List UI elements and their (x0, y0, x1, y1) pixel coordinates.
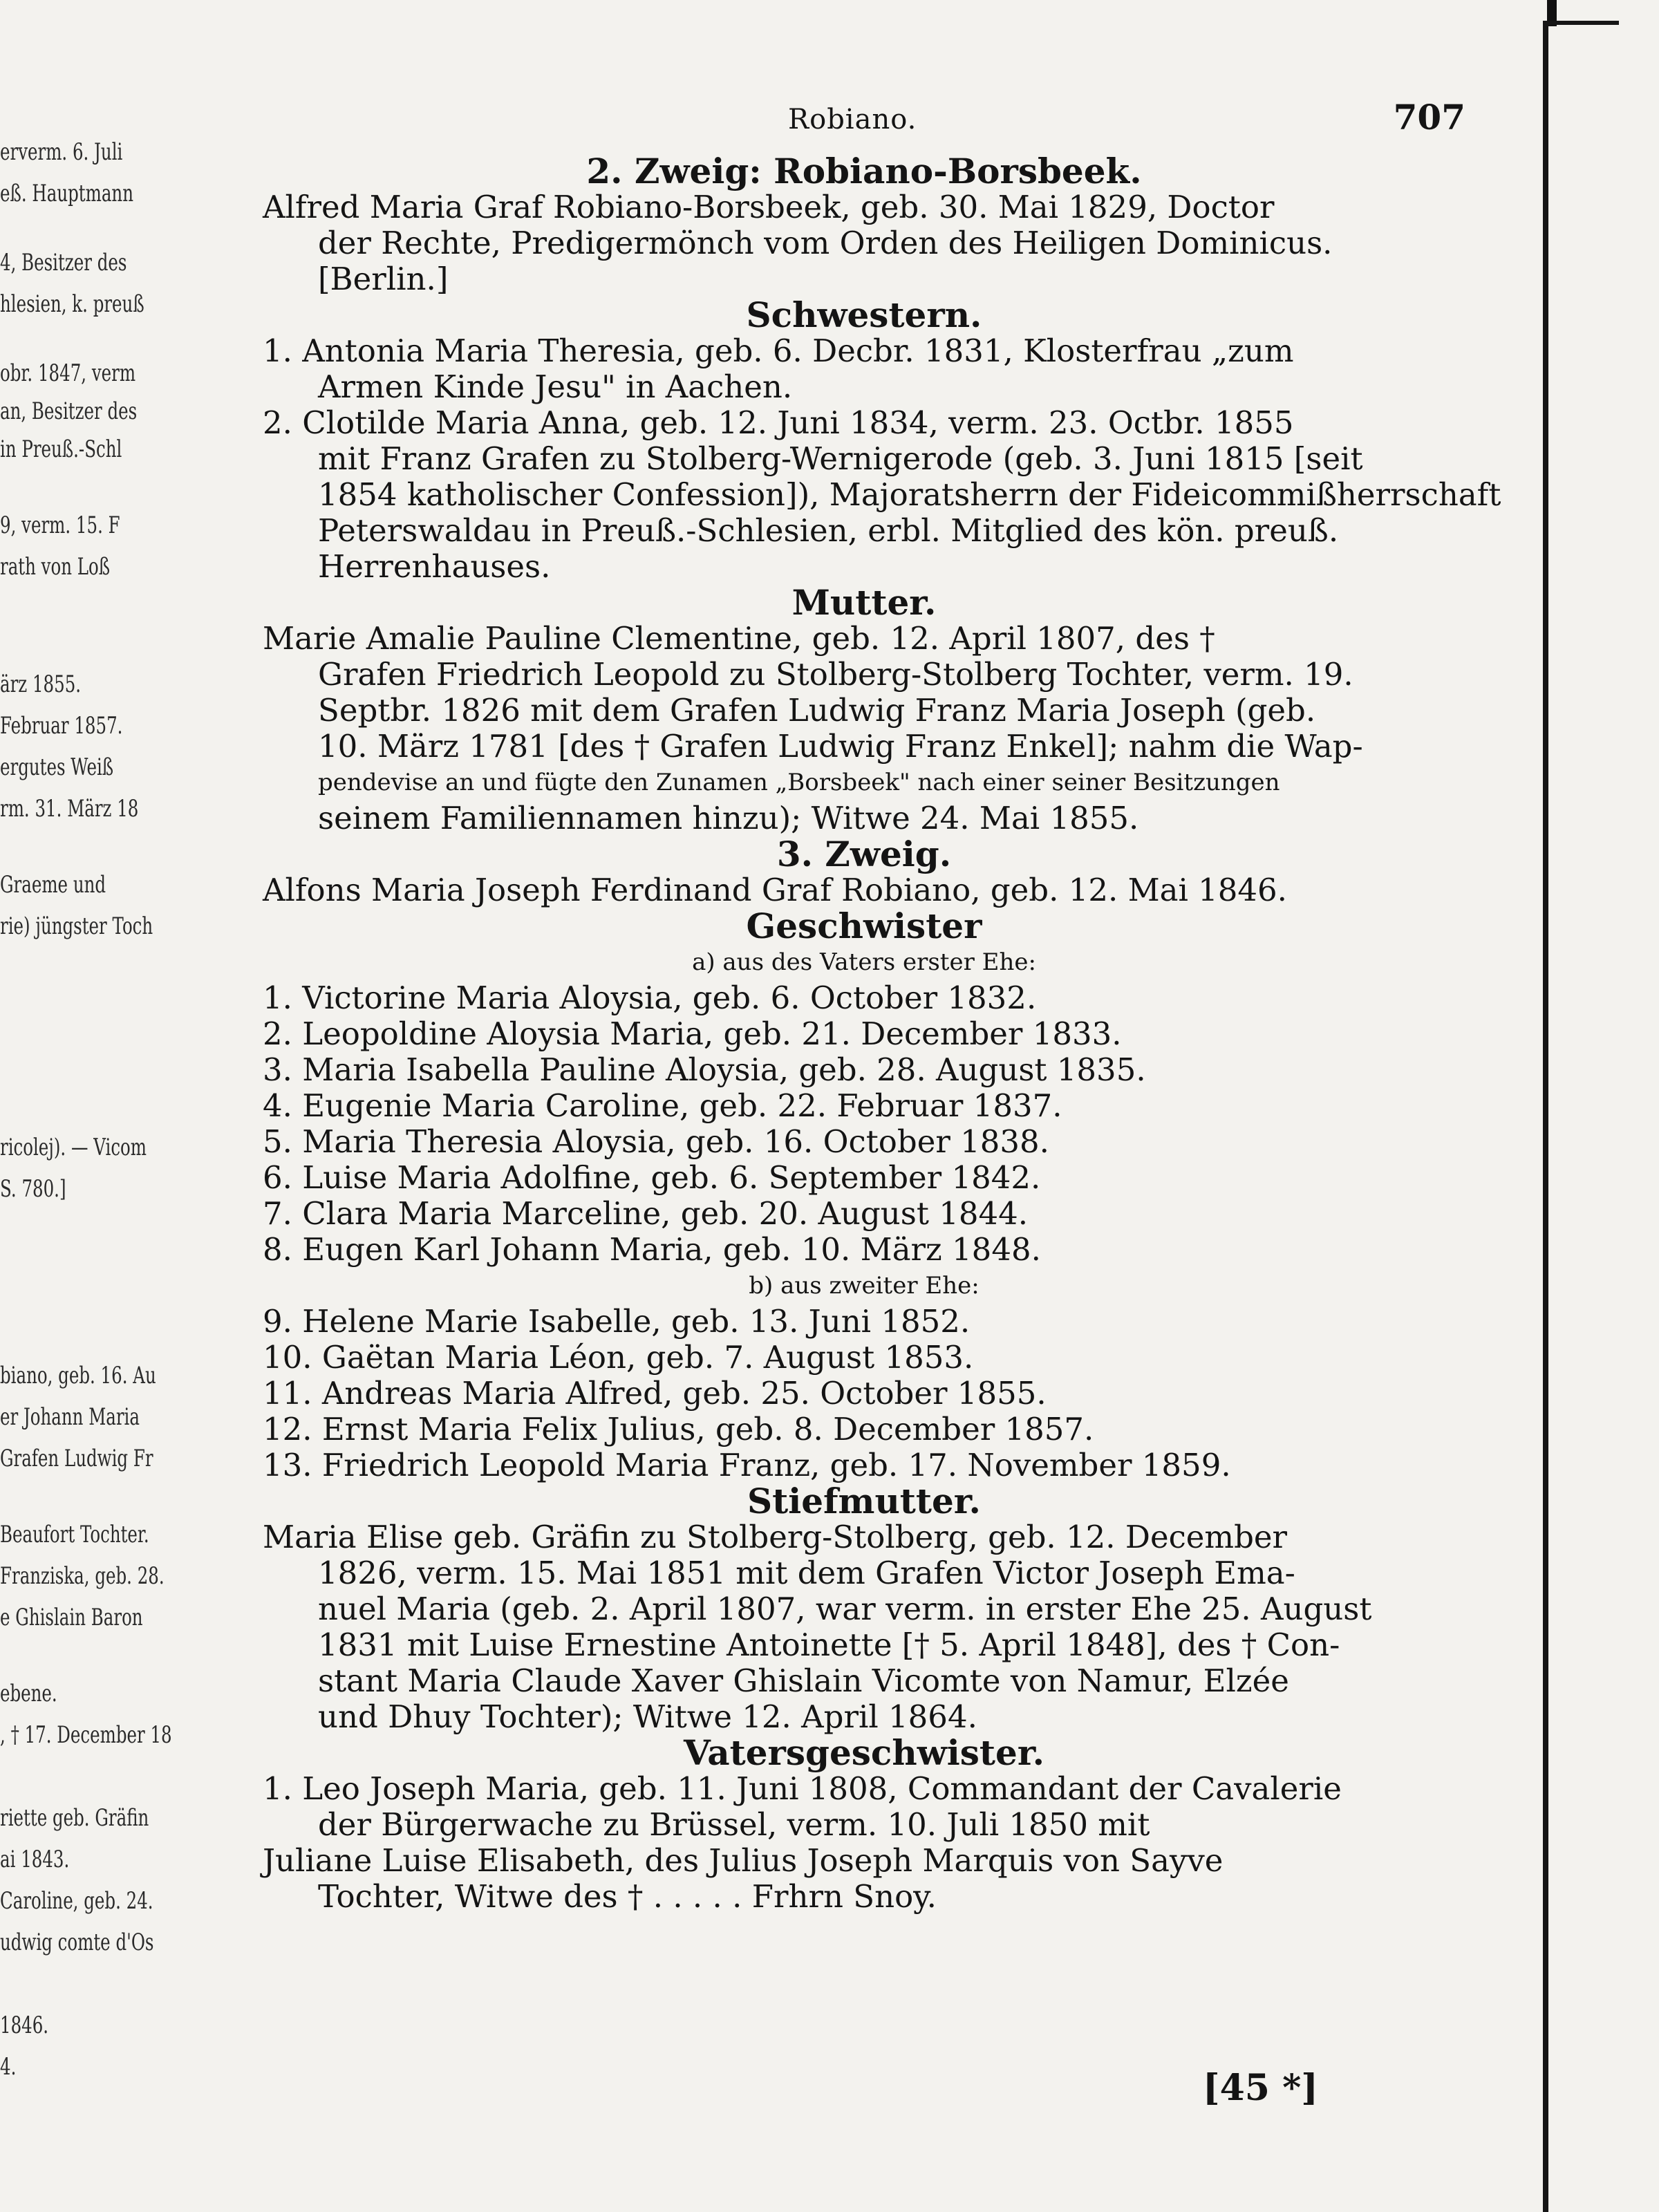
page-body (263, 151, 1501, 1915)
text-line: 4. Eugenie Maria Caroline, geb. 22. Februar 1837. (263, 1087, 1062, 1124)
text-line: a) aus des Vaters erster Ehe: (692, 948, 1036, 976)
text-line: Septbr. 1826 mit dem Grafen Ludwig Franz Maria Joseph (geb. (318, 692, 1316, 729)
gutter-fragment: rm. 31. März 18 (0, 795, 139, 823)
text-line: Marie Amalie Pauline Clementine, geb. 12. April 1807, des † (263, 620, 1215, 657)
gutter-fragment: biano, geb. 16. Au (0, 1362, 156, 1389)
text-line: 7. Clara Maria Marceline, geb. 20. August 1844. (263, 1195, 1029, 1232)
page-number: 707 (1393, 97, 1465, 138)
text-line: 1826, verm. 15. Mai 1851 mit dem Grafen Victor Joseph Ema- (318, 1555, 1295, 1591)
text-line: der Rechte, Predigermönch vom Orden des Heiligen Dominicus. (318, 225, 1333, 261)
gutter-fragment: Franziska, geb. 28. (0, 1562, 165, 1590)
text-line: Herrenhauses. (318, 548, 551, 585)
text-line: 3. Maria Isabella Pauline Aloysia, geb. 28. August 1835. (263, 1051, 1146, 1088)
gutter-fragment: 4, Besitzer des (0, 249, 127, 276)
text-line: [Berlin.] (318, 261, 449, 297)
text-line: b) aus zweiter Ehe: (749, 1272, 980, 1300)
text-line: Armen Kinde Jesu" in Aachen. (318, 368, 793, 405)
text-line: mit Franz Grafen zu Stolberg-Wernigerode (geb. 3. Juni 1815 [seit (318, 440, 1363, 477)
text-line: 11. Andreas Maria Alfred, geb. 25. October 1855. (263, 1375, 1047, 1412)
gutter-fragment: , † 17. December 18 (0, 1721, 172, 1749)
text-line: 2. Leopoldine Aloysia Maria, geb. 21. December 1833. (263, 1015, 1122, 1052)
text-line: Juliane Luise Elisabeth, des Julius Joseph Marquis von Sayve (263, 1842, 1224, 1879)
gutter-fragment: Graeme und (0, 871, 106, 899)
text-line: 1. Leo Joseph Maria, geb. 11. Juni 1808, Commandant der Cavalerie (263, 1770, 1342, 1807)
text-line: 12. Ernst Maria Felix Julius, geb. 8. December 1857. (263, 1411, 1094, 1447)
gutter-fragment: in Preuß.-Schl (0, 435, 122, 463)
gutter-fragment: e Ghislain Baron (0, 1604, 143, 1631)
gutter-fragment: rath von Loß (0, 553, 111, 581)
page-edge-corner (1543, 21, 1619, 25)
text-line: 2. Clotilde Maria Anna, geb. 12. Juni 1834, verm. 23. Octbr. 1855 (263, 404, 1294, 441)
text-line: 1831 mit Luise Ernestine Antoinette [† 5. April 1848], des † Con- (318, 1627, 1340, 1663)
signature-mark: [45 *] (1203, 2067, 1318, 2109)
page-header (263, 97, 1465, 152)
text-line: Alfred Maria Graf Robiano-Borsbeek, geb. 30. Mai 1829, Doctor (263, 189, 1275, 225)
gutter-fragment: ai 1843. (0, 1846, 70, 1873)
text-line: 10. März 1781 [des † Grafen Ludwig Franz Enkel]; nahm die Wap- (318, 728, 1363, 765)
section-heading: Vatersgeschwister. (684, 1732, 1044, 1773)
text-line: Peterswaldau in Preuß.-Schlesien, erbl. Mitglied des kön. preuß. (318, 512, 1339, 549)
text-line: und Dhuy Tochter); Witwe 12. April 1864. (318, 1698, 977, 1735)
section-heading: Stiefmutter. (747, 1481, 981, 1521)
text-line: 8. Eugen Karl Johann Maria, geb. 10. März 1848. (263, 1231, 1041, 1268)
text-line: 5. Maria Theresia Aloysia, geb. 16. October 1838. (263, 1123, 1049, 1160)
section-heading: 3. Zweig. (776, 834, 952, 874)
gutter-fragment: Februar 1857. (0, 712, 123, 740)
gutter-fragment: udwig comte d'Os (0, 1929, 154, 1956)
gutter-fragment: an, Besitzer des (0, 397, 138, 425)
text-line: 1. Victorine Maria Aloysia, geb. 6. October 1832. (263, 980, 1037, 1016)
facing-page-gutter (0, 124, 207, 2081)
section-heading: 2. Zweig: Robiano-Borsbeek. (586, 151, 1142, 191)
gutter-fragment: erverm. 6. Juli (0, 138, 123, 166)
text-line: Tochter, Witwe des † . . . . . Frhrn Snoy. (318, 1878, 937, 1915)
text-line: 10. Gaëtan Maria Léon, geb. 7. August 1853. (263, 1339, 974, 1376)
gutter-fragment: 1846. (0, 2012, 49, 2039)
text-line: Alfons Maria Joseph Ferdinand Graf Robiano, geb. 12. Mai 1846. (263, 872, 1287, 908)
text-line: 6. Luise Maria Adolfine, geb. 6. September 1842. (263, 1159, 1041, 1196)
text-line: stant Maria Claude Xaver Ghislain Vicomte von Namur, Elzée (318, 1662, 1289, 1699)
gutter-fragment: ebene. (0, 1680, 57, 1707)
running-head: Robiano. (788, 104, 917, 135)
gutter-fragment: Caroline, geb. 24. (0, 1887, 153, 1915)
gutter-fragment: rie) jüngster Toch (0, 912, 153, 940)
gutter-fragment: Beaufort Tochter. (0, 1521, 149, 1548)
gutter-fragment: ärz 1855. (0, 671, 82, 698)
gutter-fragment: riette geb. Gräfin (0, 1804, 149, 1832)
section-heading: Geschwister (746, 906, 982, 946)
text-line: nuel Maria (geb. 2. April 1807, war verm. in erster Ehe 25. August (318, 1591, 1372, 1627)
text-line: seinem Familiennamen hinzu); Witwe 24. Mai 1855. (318, 800, 1139, 836)
gutter-fragment: Grafen Ludwig Fr (0, 1445, 153, 1472)
text-line: Grafen Friedrich Leopold zu Stolberg-Stolberg Tochter, verm. 19. (318, 656, 1353, 693)
gutter-fragment: eß. Hauptmann (0, 180, 133, 207)
text-line: pendevise an und fügte den Zunamen „Borsbeek" nach einer seiner Besitzungen (318, 769, 1280, 796)
text-line: der Bürgerwache zu Brüssel, verm. 10. Juli 1850 mit (318, 1806, 1150, 1843)
gutter-fragment: ergutes Weiß (0, 753, 114, 781)
gutter-fragment: hlesien, k. preuß (0, 290, 144, 318)
text-line: 9. Helene Marie Isabelle, geb. 13. Juni 1852. (263, 1303, 971, 1340)
text-line: 1854 katholischer Confession]), Majoratsherrn der Fideicommißherrschaft (318, 476, 1501, 513)
gutter-fragment: ricolej). — Vicom (0, 1134, 147, 1161)
text-line: 13. Friedrich Leopold Maria Franz, geb. 17. November 1859. (263, 1447, 1231, 1483)
gutter-fragment: 9, verm. 15. F (0, 512, 120, 539)
gutter-fragment: S. 780.] (0, 1175, 66, 1203)
gutter-fragment: 4. (0, 2053, 17, 2081)
section-heading: Mutter. (791, 582, 937, 623)
gutter-fragment: er Johann Maria (0, 1403, 140, 1431)
page-edge-right (1543, 21, 1548, 2212)
text-line: Maria Elise geb. Gräfin zu Stolberg-Stolberg, geb. 12. December (263, 1519, 1288, 1555)
gutter-fragment: obr. 1847, verm (0, 359, 136, 387)
section-heading: Schwestern. (746, 294, 982, 335)
text-line: 1. Antonia Maria Theresia, geb. 6. Decbr. 1831, Klosterfrau „zum (263, 332, 1294, 369)
